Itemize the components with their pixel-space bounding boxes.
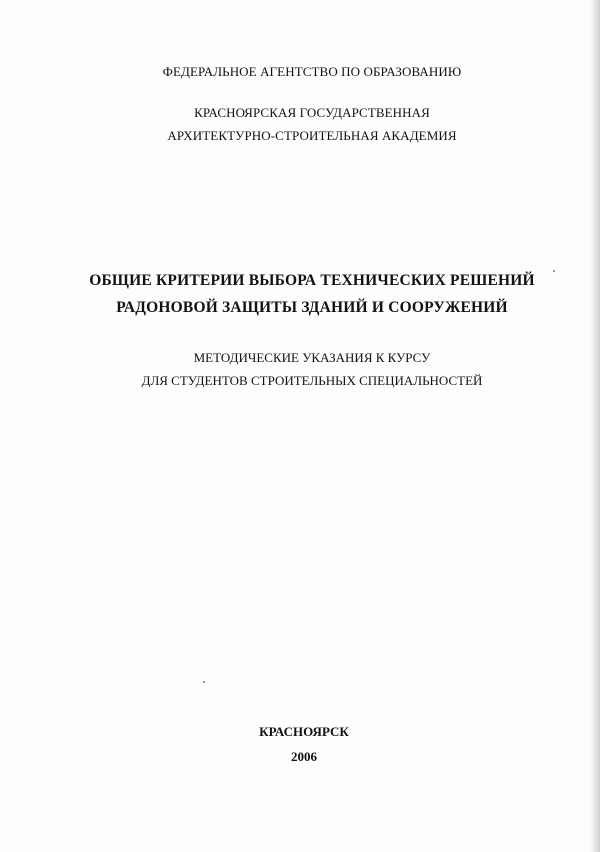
- document-subtitle-line-1: МЕТОДИЧЕСКИЕ УКАЗАНИЯ К КУРСУ: [193, 350, 431, 365]
- publication-year: 2006: [291, 749, 317, 764]
- document-subtitle-line-2: ДЛЯ СТУДЕНТОВ СТРОИТЕЛЬНЫХ СПЕЦИАЛЬНОСТЕЙ: [141, 373, 483, 388]
- scan-speck: [553, 270, 555, 272]
- document-title-line-2: РАДОНОВОЙ ЗАЩИТЫ ЗДАНИЙ И СООРУЖЕНИЙ: [116, 299, 508, 316]
- agency-name: ФЕДЕРАЛЬНОЕ АГЕНТСТВО ПО ОБРАЗОВАНИЮ: [162, 64, 462, 79]
- document-title-line-1: ОБЩИЕ КРИТЕРИИ ВЫБОРА ТЕХНИЧЕСКИХ РЕШЕНИЙ: [89, 272, 535, 289]
- scan-speck: [203, 681, 205, 683]
- scan-edge-shadow: [590, 0, 600, 852]
- university-name-line-2: АРХИТЕКТУРНО-СТРОИТЕЛЬНАЯ АКАДЕМИЯ: [167, 128, 457, 143]
- university-name-line-1: КРАСНОЯРСКАЯ ГОСУДАРСТВЕННАЯ: [194, 105, 430, 120]
- publication-city: КРАСНОЯРСК: [259, 724, 349, 739]
